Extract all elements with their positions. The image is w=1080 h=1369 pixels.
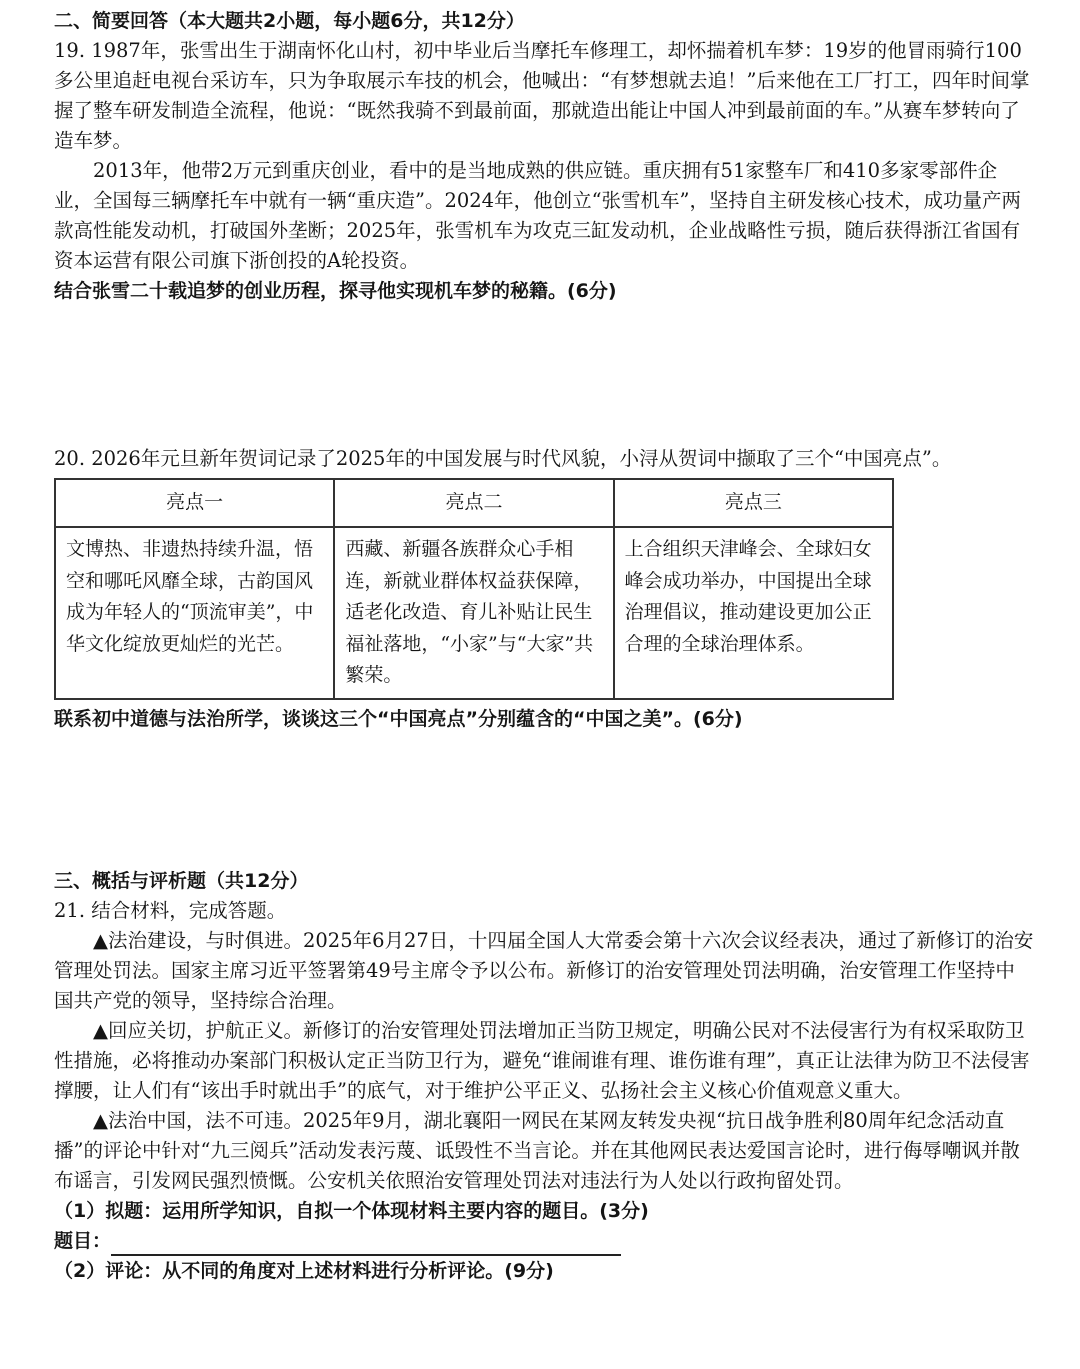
q19-paragraph-1: 19. 1987年，张雪出生于湖南怀化山村，初中毕业后当摩托车修理工，却怀揣着机车梦：19岁的他冒雨骑行100多公里追赶电视台采访车，只为争取展示车技的机会，他喊出：“有梦想就去追！”后来他在工厂打工，四年时间掌握了整车研发制造全流程，他说：“既然我骑不到最前面，那就造出能让中国人冲到最前面的车。”从赛车梦转向了造车梦。 [54, 39, 1030, 152]
table-cell-1: 文博热、非遗热持续升温，悟空和哪吒风靡全球，古韵国风成为年轻人的“顶流审美”，中华文化绽放更灿烂的光芒。 [55, 527, 334, 699]
q21-intro: 21. 结合材料，完成答题。 [54, 899, 287, 922]
q19-paragraph-2: 2013年，他带2万元到重庆创业，看中的是当地成熟的供应链。重庆拥有51家整车厂和410多家零部件企业，全国每三辆摩托车中就有一辆“重庆造”。2024年，他创立“张雪机车”，坚持自主研发核心技术，成功量产两款高性能发动机，打破国外垄断；2025年，张雪机车为攻克三缸发动机，企业战略性亏损，随后获得浙江省国有资本运营有限公司旗下浙创投的A轮投资。 [54, 159, 1022, 272]
exam-page [54, 6, 1034, 1286]
title-answer-line[interactable] [111, 1232, 621, 1256]
section3-heading: 三、概括与评析题（共12分） [54, 870, 309, 892]
answer-space-19 [54, 306, 1034, 444]
question-21 [54, 896, 1034, 1286]
section2-heading: 二、简要回答（本大题共2小题，每小题6分，共12分） [54, 10, 525, 32]
q20-prompt: 联系初中道德与法治所学，谈谈这三个“中国亮点”分别蕴含的“中国之美”。(6分) [54, 708, 743, 730]
title-label: 题目： [54, 1230, 112, 1252]
q21-sub-question-1: （1）拟题：运用所学知识，自拟一个体现材料主要内容的题目。(3分) [54, 1200, 649, 1222]
table-header-3: 亮点三 [614, 479, 893, 527]
q21-material-3: ▲法治中国，法不可违。2025年9月，湖北襄阳一网民在某网友转发央视“抗日战争胜利80周年纪念活动直播”的评论中针对“九三阅兵”活动发表污蔑、诋毁性不当言论。并在其他网民表达爱国言论时，进行侮辱嘲讽并散布谣言，引发网民强烈愤慨。公安机关依照治安管理处罚法对违法行为人处以行政拘留处罚。 [54, 1109, 1020, 1192]
q21-title-row [54, 1226, 1034, 1256]
highlights-table [54, 478, 894, 700]
table-cell-3: 上合组织天津峰会、全球妇女峰会成功举办，中国提出全球治理倡议，推动建设更加公正合理的全球治理体系。 [614, 527, 893, 699]
table-header-1: 亮点一 [55, 479, 334, 527]
q19-prompt: 结合张雪二十载追梦的创业历程，探寻他实现机车梦的秘籍。(6分) [54, 280, 617, 302]
question-19 [54, 36, 1034, 306]
answer-space-20 [54, 734, 1034, 866]
table-header-2: 亮点二 [334, 479, 613, 527]
q21-material-1: ▲法治建设，与时俱进。2025年6月27日，十四届全国人大常委会第十六次会议经表决，通过了新修订的治安管理处罚法。国家主席习近平签署第49号主席令予以公布。新修订的治安管理处罚法明确，治安管理工作坚持中国共产党的领导，坚持综合治理。 [54, 929, 1034, 1012]
question-20 [54, 444, 1034, 734]
q20-intro: 20. 2026年元旦新年贺词记录了2025年的中国发展与时代风貌，小浔从贺词中撷取了三个“中国亮点”。 [54, 447, 952, 470]
q21-sub-question-2: （2）评论：从不同的角度对上述材料进行分析评论。(9分) [54, 1260, 554, 1282]
q21-material-2: ▲回应关切，护航正义。新修订的治安管理处罚法增加正当防卫规定，明确公民对不法侵害行为有权采取防卫性措施，必将推动办案部门积极认定正当防卫行为，避免“谁闹谁有理、谁伤谁有理”，真正让法律为防卫不法侵害撑腰，让人们有“该出手时就出手”的底气，对于维护公平正义、弘扬社会主义核心价值观意义重大。 [54, 1019, 1030, 1102]
table-cell-2: 西藏、新疆各族群众心手相连，新就业群体权益获保障，适老化改造、育儿补贴让民生福祉落地，“小家”与“大家”共繁荣。 [334, 527, 613, 699]
